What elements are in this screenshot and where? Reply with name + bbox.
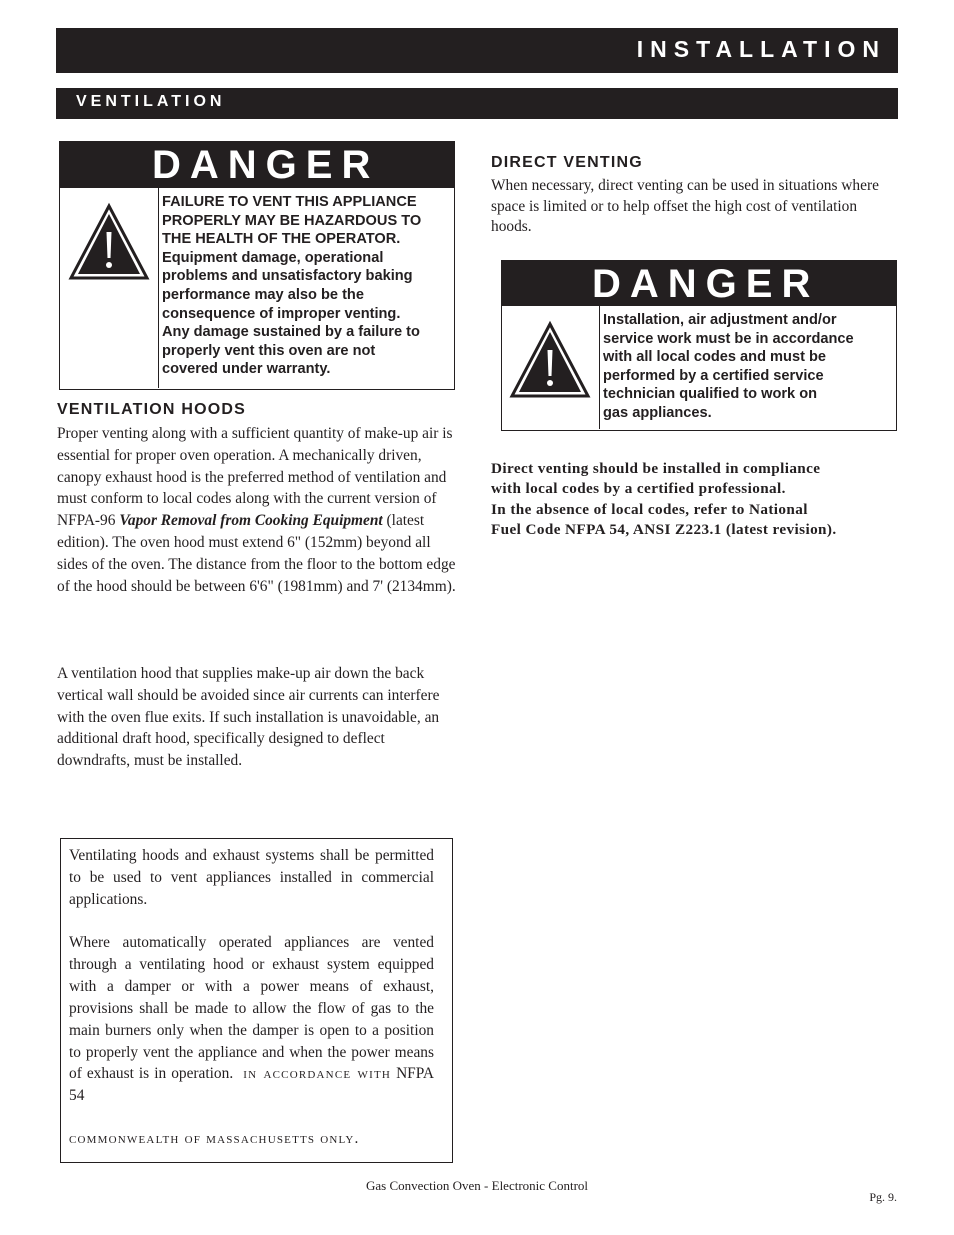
danger-heading: DANGER xyxy=(152,143,380,187)
ventilation-hoods-paragraph-1 xyxy=(57,423,459,597)
compliance-line: Fuel Code NFPA 54, ANSI Z223.1 (latest revision). xyxy=(491,521,837,539)
danger-line: gas appliances. xyxy=(603,404,712,421)
danger-heading: DANGER xyxy=(592,262,820,306)
danger-line: properly vent this oven are not xyxy=(162,342,376,359)
section-bar xyxy=(56,88,898,119)
notice-jurisdiction xyxy=(69,1128,434,1150)
compliance-line: Direct venting should be installed in compliance xyxy=(491,460,821,477)
page-title: INSTALLATION xyxy=(636,36,886,62)
danger-icon-cell xyxy=(502,306,600,429)
danger-line: Equipment damage, operational xyxy=(162,249,384,266)
danger-line: service work must be in accordance xyxy=(603,330,854,347)
paragraph-text: (latest edition). The oven hood must extend 6" (152mm) beyond all sides of the oven. The distance from the floor to the bottom edge of the hood should be between 6'6" (1981mm) and 7' (2134mm). xyxy=(57,512,456,595)
warning-triangle-icon xyxy=(67,202,151,282)
notice-paragraph-2 xyxy=(69,932,434,1107)
danger-line: FAILURE TO VENT THIS APPLIANCE xyxy=(162,194,417,210)
danger-line: technician qualified to work on xyxy=(603,386,818,403)
notice-smallcaps: commonwealth of massachusetts only. xyxy=(69,1130,360,1147)
direct-venting-heading: DIRECT VENTING xyxy=(491,154,643,171)
ventilation-hoods-paragraph-2: A ventilation hood that supplies make-up air down the back vertical wall should be avoided since air currents can interfere with the oven flue exits. If such installation is unavoidable, an additional draft hood, specifically designed to deflect downdrafts, must be installed. xyxy=(57,665,440,770)
notice-code: NFPA 54 xyxy=(69,1065,434,1105)
danger-line: with all local codes and must be xyxy=(603,349,827,366)
direct-venting-paragraph: When necessary, direct venting can be used in situations where space is limited or to help offset the high cost of ventilation hoods. xyxy=(491,177,879,236)
page-number: Pg. 9. xyxy=(869,1190,897,1204)
danger-line: PROPERLY MAY BE HAZARDOUS TO xyxy=(162,212,422,229)
danger-line: covered under warranty. xyxy=(162,361,331,378)
danger-box-venting xyxy=(59,141,455,390)
section-title: VENTILATION xyxy=(76,93,226,110)
compliance-note xyxy=(491,459,901,541)
ventilation-hoods-heading: VENTILATION HOODS xyxy=(57,401,246,418)
danger-line: THE HEALTH OF THE OPERATOR. xyxy=(162,231,401,248)
danger-box-installation xyxy=(501,260,897,431)
standard-title: Vapor Removal from Cooking Equipment xyxy=(119,512,383,530)
danger-line: Any damage sustained by a failure to xyxy=(162,324,420,341)
compliance-line: In the absence of local codes, refer to National xyxy=(491,500,808,518)
danger-icon-cell xyxy=(60,188,159,388)
danger-header xyxy=(60,142,454,188)
notice-smallcaps: in accordance with xyxy=(243,1065,392,1083)
footer-title: Gas Convection Oven - Electronic Control xyxy=(365,1178,589,1193)
danger-line: performed by a certified service xyxy=(603,367,824,384)
danger-header xyxy=(502,261,896,306)
code-notice-box xyxy=(60,838,453,1163)
compliance-line: with local codes by a certified professional. xyxy=(491,480,786,498)
danger-message xyxy=(162,193,452,379)
header-bar xyxy=(56,28,898,73)
notice-paragraph-1: Ventilating hoods and exhaust systems shall be permitted to be used to vent appliances installed in commercial applications. xyxy=(69,847,434,908)
danger-line: consequence of improper venting. xyxy=(162,305,401,322)
notice-text: Where automatically operated appliances are vented through a ventilating hood or exhaust system equipped with a damper or with a power means of exhaust, provisions shall be made to allow the flow of gas to the main burners only when the damper is open to a position to properly vent the appliance and when the power means of exhaust is in operation. xyxy=(69,934,434,1083)
danger-line: problems and unsatisfactory baking xyxy=(162,268,413,285)
paragraph-text: Proper venting along with a sufficient quantity of make-up air is essential for proper oven operation. A mechanically driven, canopy exhaust hood is the preferred method of ventilation and must conform to local codes along with the current version of NFPA-96 xyxy=(57,425,453,530)
warning-triangle-icon xyxy=(508,320,592,400)
danger-message xyxy=(603,311,893,423)
danger-line: performance may also be the xyxy=(162,286,364,303)
danger-line: Installation, air adjustment and/or xyxy=(603,312,837,328)
